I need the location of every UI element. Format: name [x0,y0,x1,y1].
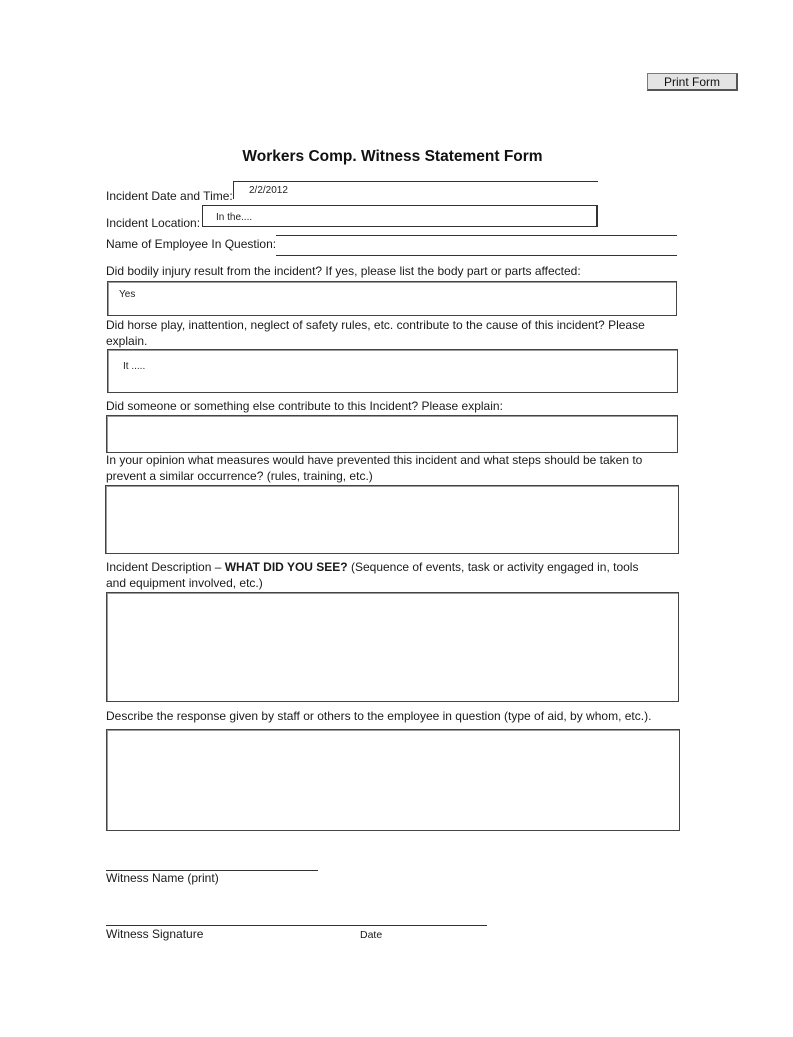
description-box[interactable] [106,592,679,702]
horse-play-box[interactable] [107,349,678,393]
bodily-injury-label: Did bodily injury result from the incident? If yes, please list the body part or parts affected: [106,264,581,278]
prevention-box[interactable] [105,485,679,554]
someone-else-box[interactable] [106,415,678,453]
response-box[interactable] [106,729,680,831]
employee-name-label: Name of Employee In Question: [106,237,277,251]
description-label [106,559,646,591]
incident-location-field[interactable] [202,205,598,227]
incident-location-label: Incident Location: [106,216,201,230]
incident-datetime-field[interactable] [233,181,598,199]
horse-play-label: Did horse play, inattention, neglect of safety rules, etc. contribute to the cause of this incident? Please explain. [106,318,645,348]
horse-play-value: It ..... [123,361,146,372]
employee-name-field[interactable] [276,235,677,236]
date-label: Date [360,929,383,941]
description-label-prefix: Incident Description – [106,560,225,574]
incident-location-value: In the.... [216,212,253,223]
someone-else-label: Did someone or something else contribute to this Incident? Please explain: [106,399,503,413]
incident-datetime-value: 2/2/2012 [249,185,288,196]
witness-name-label: Witness Name (print) [106,871,219,885]
description-label-suffix: (Sequence of events, task or activity engaged in, tools and equipment involved, etc.) [106,560,639,590]
form-title: Workers Comp. Witness Statement Form [242,148,543,165]
bodily-injury-box[interactable] [107,281,677,316]
bodily-injury-value: Yes [119,289,136,300]
employee-name-underline [276,255,677,256]
witness-signature-line[interactable] [106,925,487,926]
witness-signature-label: Witness Signature [106,927,204,941]
prevention-label: In your opinion what measures would have prevented this incident and what steps should be taken to prevent a similar occurrence? (rules, training, etc.) [106,453,643,483]
response-label: Describe the response given by staff or others to the employee in question (type of aid, by whom, etc.). [106,709,652,723]
incident-datetime-label: Incident Date and Time: [106,189,233,203]
print-form-button[interactable]: Print Form [647,73,738,91]
description-label-bold: WHAT DID YOU SEE? [224,560,348,574]
